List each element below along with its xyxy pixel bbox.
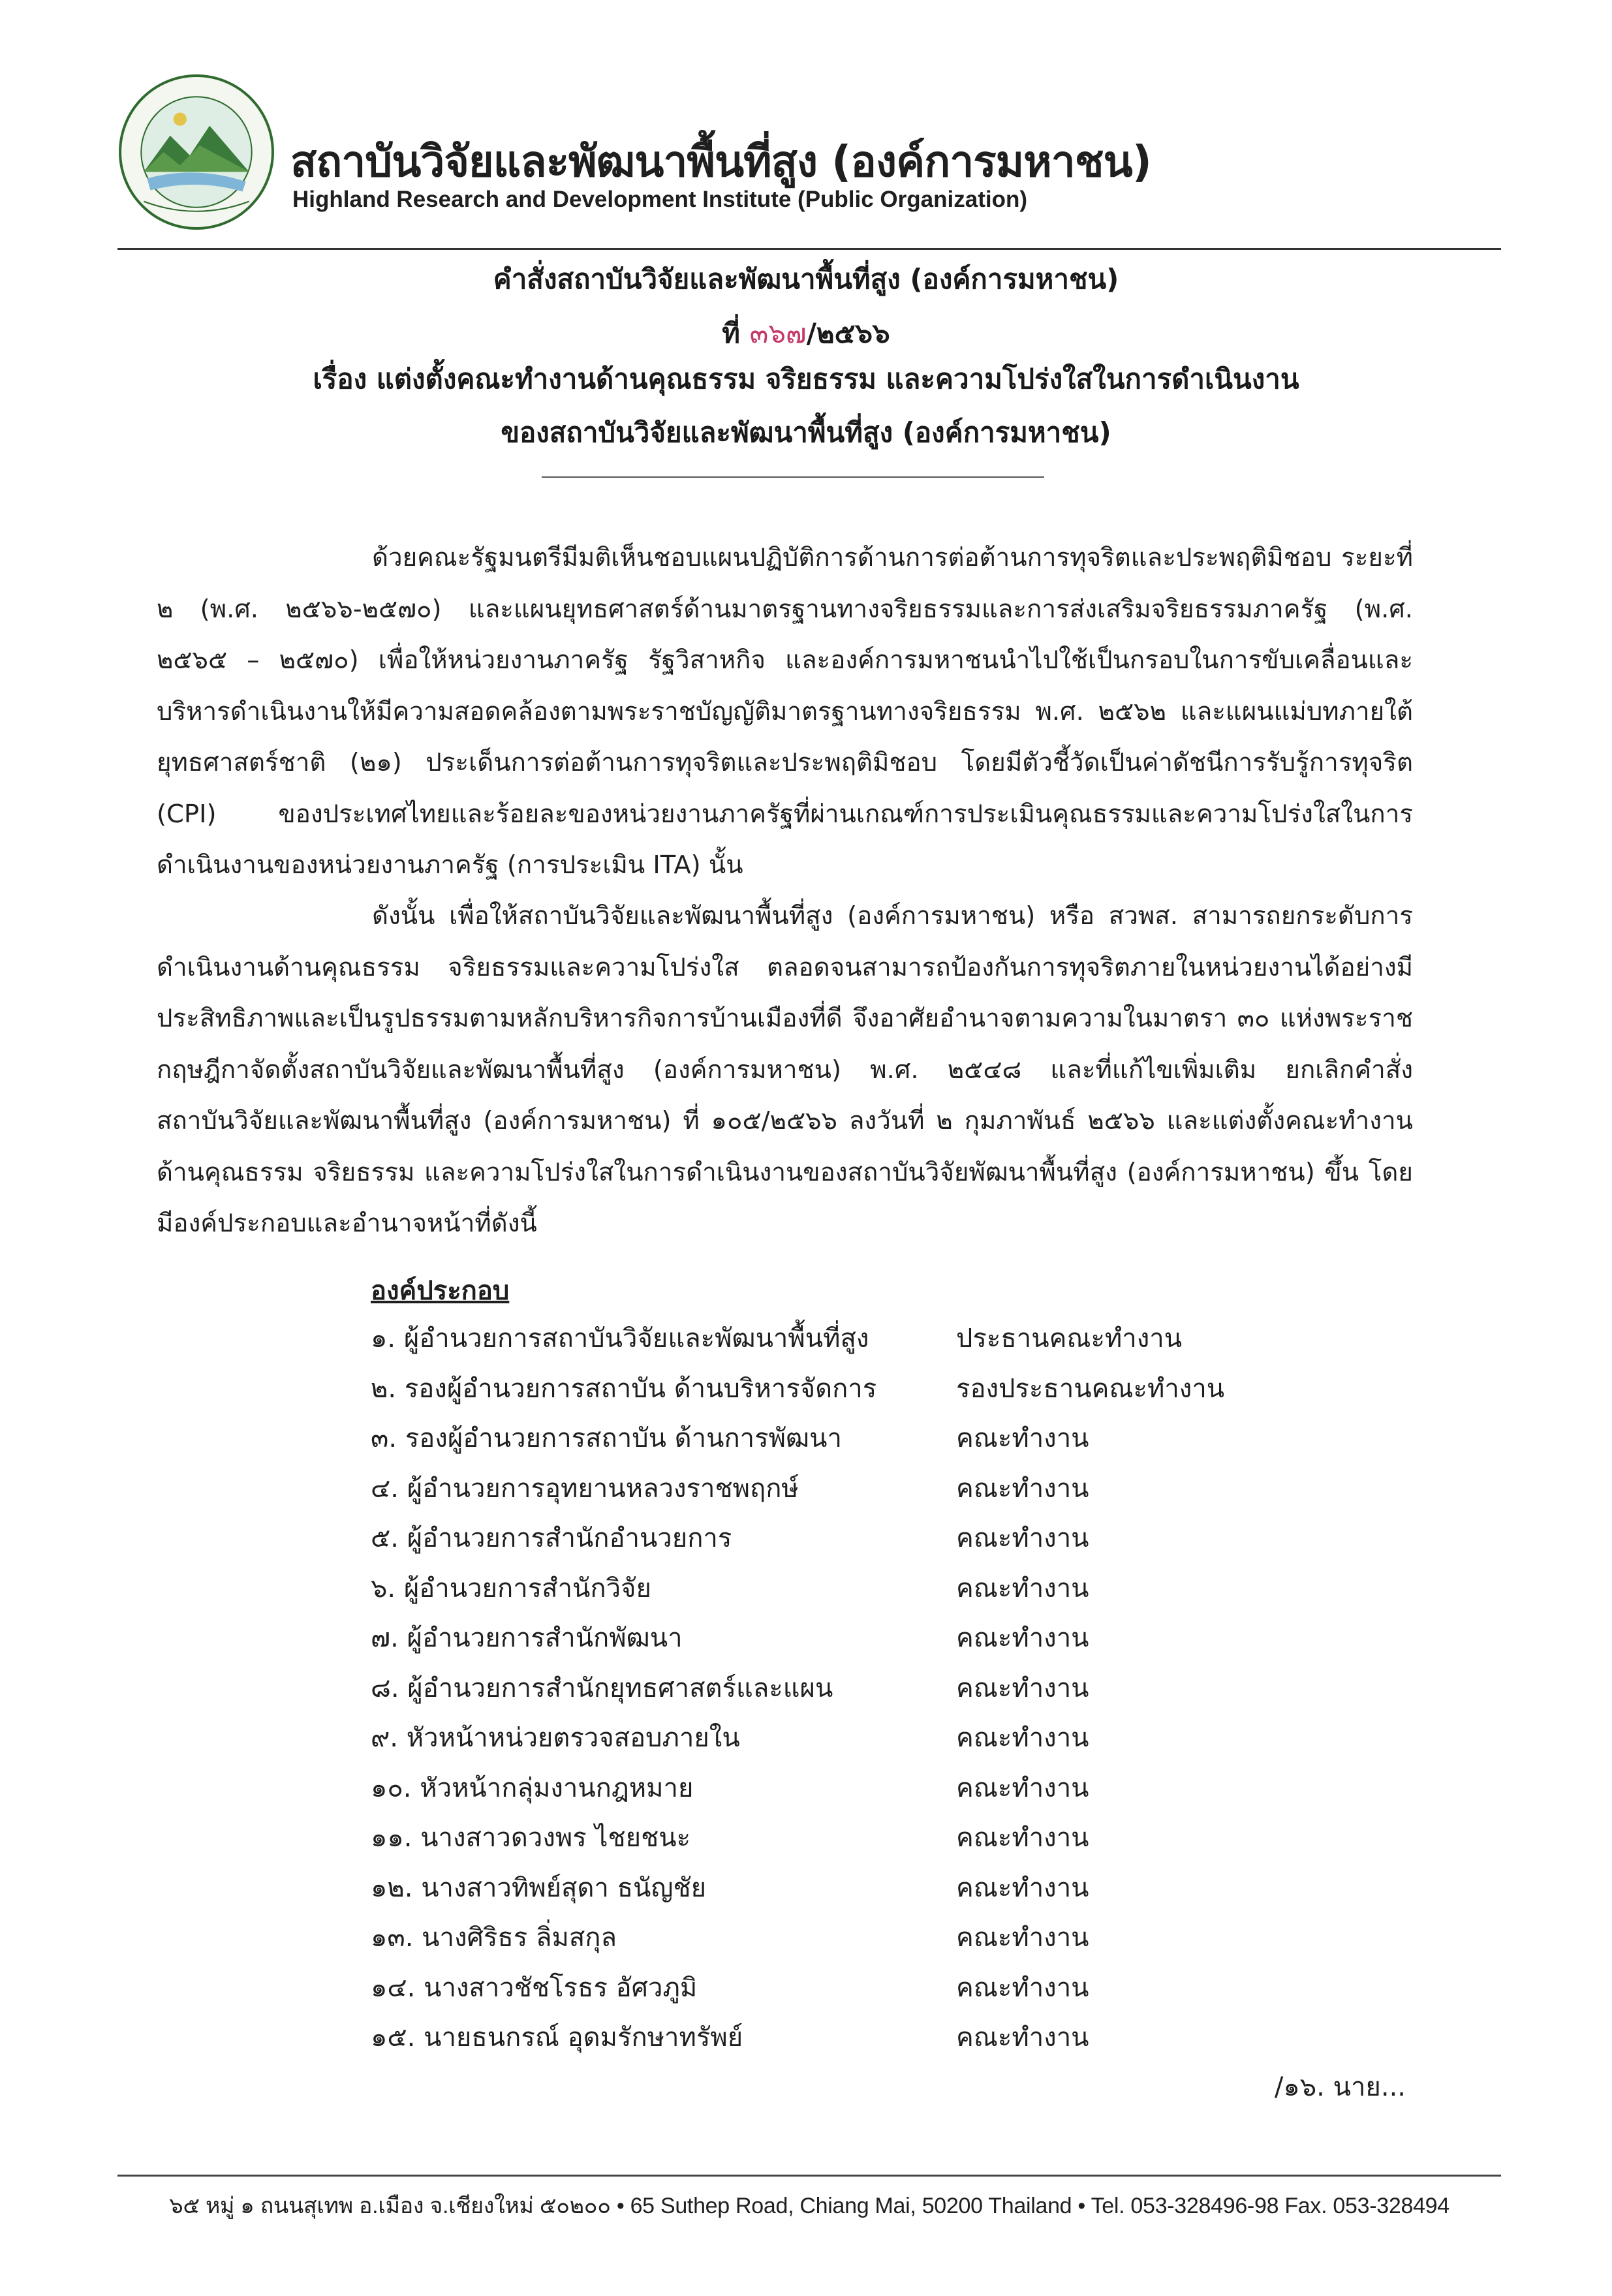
- member-name: ๒. รองผู้อำนวยการสถาบัน ด้านบริหารจัดการ: [371, 1373, 877, 1404]
- member-name: ๑๐. หัวหน้ากลุ่มงานกฎหมาย: [371, 1773, 694, 1803]
- member-role: คณะทำงาน: [956, 1872, 1089, 1903]
- org-name-thai: สถาบันวิจัยและพัฒนาพื้นที่สูง (องค์การมหาชน): [290, 136, 1151, 187]
- member-name: ๑๑. นางสาวดวงพร ไชยชนะ: [371, 1823, 691, 1853]
- org-name-english: Highland Research and Development Institute (Public Organization): [292, 187, 1027, 212]
- order-subject-line1: เรื่อง แต่งตั้งคณะทำงานด้านคุณธรรม จริยธรรม และความโปร่งใสในการดำเนินงาน: [313, 363, 1299, 395]
- member-name: ๔. ผู้อำนวยการอุทยานหลวงราชพฤกษ์: [371, 1473, 799, 1504]
- footer-address: ๖๕ หมู่ ๑ ถนนสุเทพ อ.เมือง จ.เชียงใหม่ ๕๐๒๐๐ • 65 Suthep Road, Chiang Mai, 50200 Thailand • Tel. 053-328496-98 Fax. 053-328494: [169, 2194, 1449, 2218]
- member-role: คณะทำงาน: [956, 1673, 1089, 1703]
- list-item: [371, 1617, 1415, 1667]
- list-item: [371, 1867, 1415, 1917]
- member-role: คณะทำงาน: [956, 1423, 1089, 1453]
- order-number: [0, 312, 1612, 355]
- composition-heading: องค์ประกอบ: [371, 1276, 510, 1306]
- order-title: คำสั่งสถาบันวิจัยและพัฒนาพื้นที่สูง (องค์การมหาชน): [493, 263, 1119, 295]
- member-name: ๓. รองผู้อำนวยการสถาบัน ด้านการพัฒนา: [371, 1423, 842, 1453]
- list-item: [371, 1367, 1415, 1418]
- member-role: คณะทำงาน: [956, 2023, 1089, 2053]
- member-role: คณะทำงาน: [956, 1573, 1089, 1604]
- member-role: รองประธานคณะทำงาน: [956, 1373, 1225, 1404]
- member-role: คณะทำงาน: [956, 1823, 1089, 1853]
- member-role: คณะทำงาน: [956, 1923, 1089, 1953]
- member-role: คณะทำงาน: [956, 1723, 1089, 1753]
- order-number-handwritten: ๓๖๗: [749, 317, 807, 349]
- member-name: ๘. ผู้อำนวยการสำนักยุทธศาสตร์และแผน: [371, 1673, 833, 1703]
- order-number-year: /๒๕๖๖: [806, 317, 890, 349]
- list-item: [371, 1567, 1415, 1617]
- member-name: ๙. หัวหน้าหน่วยตรวจสอบภายใน: [371, 1723, 740, 1753]
- body-paragraph-2: ดังนั้น เพื่อให้สถาบันวิจัยและพัฒนาพื้นที่สูง (องค์การมหาชน) หรือ สวพส. สามารถยกระดับการดำเนินงานด้านคุณธรรม จริยธรรมและความโปร่งใส ตลอดจนสามารถป้องกันการทุจริตภายในหน่วยงานได้อย่างมีประสิทธิภาพและเป็นรูปธรรมตามหลักบริหารกิจการบ้านเมืองที่ดี จึงอาศัยอำนาจตามความในมาตรา ๓๐ แห่งพระราชกฤษฎีกาจัดตั้งสถาบันวิจัยและพัฒนาพื้นที่สูง (องค์การมหาชน) พ.ศ. ๒๕๔๘ และที่แก้ไขเพิ่มเติม ยกเลิกคำสั่งสถาบันวิจัยและพัฒนาพื้นที่สูง (องค์การมหาชน) ที่ ๑๐๕/๒๕๖๖ ลงวันที่ ๒ กุมภาพันธ์ ๒๕๖๖ และแต่งตั้งคณะทำงานด้านคุณธรรม จริยธรรม และความโปร่งใสในการดำเนินงานของสถาบันวิจัยพัฒนาพื้นที่สูง (องค์การมหาชน) ขึ้น โดยมีองค์ประกอบและอำนาจหน้าที่ดังนี้: [157, 901, 1413, 1238]
- list-item: [371, 1816, 1415, 1867]
- member-name: ๖. ผู้อำนวยการสำนักวิจัย: [371, 1573, 651, 1604]
- list-item: [371, 1767, 1415, 1817]
- header-divider: [117, 248, 1501, 250]
- member-name: ๑๓. นางศิริธร ลิ่มสกุล: [371, 1923, 617, 1953]
- member-name: ๕. ผู้อำนวยการสำนักอำนวยการ: [371, 1523, 732, 1553]
- list-item: [371, 1966, 1415, 2017]
- member-role: คณะทำงาน: [956, 1773, 1089, 1803]
- member-name: ๑๔. นางสาวชัชโรธร อัศวภูมิ: [371, 1972, 698, 2003]
- list-item: [371, 1467, 1415, 1517]
- title-divider: [542, 476, 1044, 478]
- list-item: [371, 1417, 1415, 1467]
- footer-divider: [117, 2175, 1501, 2177]
- member-list: [371, 1317, 1415, 2066]
- member-role: คณะทำงาน: [956, 1623, 1089, 1653]
- highland-institute-seal-icon: [117, 73, 275, 231]
- list-item: [371, 2016, 1415, 2066]
- member-role: คณะทำงาน: [956, 1473, 1089, 1504]
- order-number-prefix: ที่: [722, 317, 740, 349]
- list-item: [371, 1517, 1415, 1567]
- member-role: คณะทำงาน: [956, 1972, 1089, 2003]
- list-item: [371, 1317, 1415, 1367]
- page-continuation: /๑๖. นาย...: [1274, 2072, 1406, 2102]
- member-name: ๗. ผู้อำนวยการสำนักพัฒนา: [371, 1623, 683, 1653]
- list-item: [371, 1916, 1415, 1966]
- list-item: [371, 1667, 1415, 1717]
- body-paragraph-1: ด้วยคณะรัฐมนตรีมีมติเห็นชอบแผนปฏิบัติการด้านการต่อต้านการทุจริตและประพฤติมิชอบ ระยะที่ ๒ (พ.ศ. ๒๕๖๖-๒๕๗๐) และแผนยุทธศาสตร์ด้านมาตรฐานทางจริยธรรมและการส่งเสริมจริยธรรมภาครัฐ (พ.ศ. ๒๕๖๕ – ๒๕๗๐) เพื่อให้หน่วยงานภาครัฐ รัฐวิสาหกิจ และองค์การมหาชนนำไปใช้เป็นกรอบในการขับเคลื่อนและบริหารดำเนินงานให้มีความสอดคล้องตามพระราชบัญญัติมาตรฐานทางจริยธรรม พ.ศ. ๒๕๖๒ และแผนแม่บทภายใต้ยุทธศาสตร์ชาติ (๒๑) ประเด็นการต่อต้านการทุจริตและประพฤติมิชอบ โดยมีตัวชี้วัดเป็นค่าดัชนีการรับรู้การทุจริต (CPI) ของประเทศไทยและร้อยละของหน่วยงานภาครัฐที่ผ่านเกณฑ์การประเมินคุณธรรมและความโปร่งใสในการดำเนินงานของหน่วยงานภาครัฐ (การประเมิน ITA) นั้น: [157, 543, 1413, 880]
- member-name: ๑. ผู้อำนวยการสถาบันวิจัยและพัฒนาพื้นที่สูง: [371, 1324, 869, 1354]
- order-subject-line2: ของสถาบันวิจัยและพัฒนาพื้นที่สูง (องค์การมหาชน): [501, 416, 1111, 448]
- member-name: ๑๒. นางสาวทิพย์สุดา ธนัญชัย: [371, 1872, 707, 1903]
- member-role: ประธานคณะทำงาน: [956, 1324, 1183, 1354]
- member-role: คณะทำงาน: [956, 1523, 1089, 1553]
- member-name: ๑๕. นายธนกรณ์ อุดมรักษาทรัพย์: [371, 2023, 743, 2053]
- list-item: [371, 1716, 1415, 1767]
